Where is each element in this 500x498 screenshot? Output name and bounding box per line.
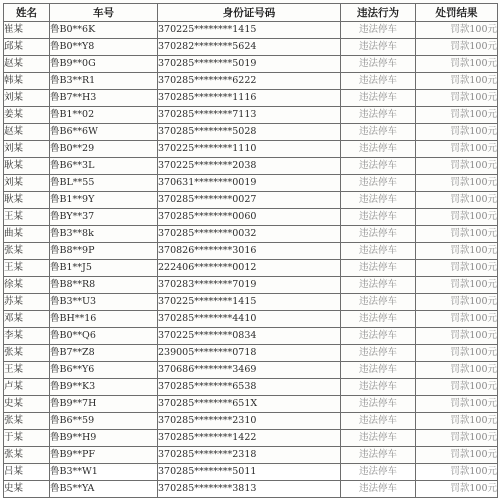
cell-name: 刘某	[4, 90, 50, 107]
cell-plate: 鲁B9**0G	[50, 56, 158, 73]
cell-id-number: 370225********1110	[158, 141, 341, 158]
cell-plate: 鲁B8**R8	[50, 277, 158, 294]
table-row	[4, 209, 498, 226]
cell-plate: 鲁B9**H9	[50, 430, 158, 447]
cell-name: 张某	[4, 447, 50, 464]
cell-violation: 违法停车	[341, 345, 416, 362]
cell-id-number: 370285********2310	[158, 413, 341, 430]
cell-penalty: 罚款100元	[416, 90, 498, 107]
cell-name: 于某	[4, 430, 50, 447]
cell-name: 王某	[4, 260, 50, 277]
table-row	[4, 73, 498, 90]
table-row	[4, 379, 498, 396]
cell-id-number: 370285********6538	[158, 379, 341, 396]
cell-penalty: 罚款100元	[416, 39, 498, 56]
cell-penalty: 罚款100元	[416, 192, 498, 209]
cell-id-number: 370225********0834	[158, 328, 341, 345]
cell-penalty: 罚款100元	[416, 464, 498, 481]
cell-violation: 违法停车	[341, 39, 416, 56]
cell-penalty: 罚款100元	[416, 175, 498, 192]
cell-penalty: 罚款100元	[416, 22, 498, 39]
cell-id-number: 370285********6222	[158, 73, 341, 90]
cell-plate: 鲁B3**8k	[50, 226, 158, 243]
cell-penalty: 罚款100元	[416, 209, 498, 226]
table-row	[4, 192, 498, 209]
cell-id-number: 370285********7113	[158, 107, 341, 124]
cell-plate: 鲁B8**9P	[50, 243, 158, 260]
cell-violation: 违法停车	[341, 56, 416, 73]
cell-violation: 违法停车	[341, 141, 416, 158]
table-row	[4, 56, 498, 73]
cell-penalty: 罚款100元	[416, 56, 498, 73]
table-row	[4, 277, 498, 294]
cell-penalty: 罚款100元	[416, 226, 498, 243]
table-row	[4, 39, 498, 56]
cell-violation: 违法停车	[341, 73, 416, 90]
table-row	[4, 294, 498, 311]
cell-penalty: 罚款100元	[416, 243, 498, 260]
cell-plate: 鲁B3**W1	[50, 464, 158, 481]
cell-violation: 违法停车	[341, 209, 416, 226]
cell-plate: 鲁B5**YA	[50, 481, 158, 498]
table-row	[4, 158, 498, 175]
cell-name: 耿某	[4, 158, 50, 175]
table-row	[4, 141, 498, 158]
cell-violation: 违法停车	[341, 192, 416, 209]
cell-penalty: 罚款100元	[416, 328, 498, 345]
cell-penalty: 罚款100元	[416, 311, 498, 328]
cell-penalty: 罚款100元	[416, 481, 498, 498]
cell-plate: 鲁B6**6W	[50, 124, 158, 141]
cell-violation: 违法停车	[341, 22, 416, 39]
cell-plate: 鲁B7**Z8	[50, 345, 158, 362]
cell-name: 崔某	[4, 22, 50, 39]
cell-plate: 鲁B7**H3	[50, 90, 158, 107]
cell-name: 史某	[4, 396, 50, 413]
cell-plate: 鲁B6**3L	[50, 158, 158, 175]
cell-plate: 鲁B9**K3	[50, 379, 158, 396]
cell-name: 苏某	[4, 294, 50, 311]
cell-plate: 鲁B0**29	[50, 141, 158, 158]
table-row	[4, 311, 498, 328]
column-header-id-number: 身份证号码	[158, 4, 341, 22]
column-header-plate: 车号	[50, 4, 158, 22]
cell-id-number: 370283********7019	[158, 277, 341, 294]
cell-violation: 违法停车	[341, 430, 416, 447]
cell-id-number: 370225********2038	[158, 158, 341, 175]
cell-id-number: 370826********3016	[158, 243, 341, 260]
cell-plate: 鲁B3**R1	[50, 73, 158, 90]
cell-plate: 鲁B0**Y8	[50, 39, 158, 56]
cell-violation: 违法停车	[341, 413, 416, 430]
cell-plate: 鲁B0**6K	[50, 22, 158, 39]
cell-penalty: 罚款100元	[416, 73, 498, 90]
cell-name: 王某	[4, 362, 50, 379]
cell-id-number: 370285********0032	[158, 226, 341, 243]
table-header-row	[4, 4, 498, 22]
cell-id-number: 370631********0019	[158, 175, 341, 192]
cell-name: 刘某	[4, 141, 50, 158]
table-row	[4, 328, 498, 345]
cell-violation: 违法停车	[341, 311, 416, 328]
violation-table	[3, 3, 498, 498]
cell-name: 邓某	[4, 311, 50, 328]
cell-penalty: 罚款100元	[416, 362, 498, 379]
table-row	[4, 413, 498, 430]
cell-name: 曲某	[4, 226, 50, 243]
column-header-violation: 违法行为	[341, 4, 416, 22]
cell-violation: 违法停车	[341, 243, 416, 260]
cell-name: 赵某	[4, 56, 50, 73]
table-row	[4, 22, 498, 39]
cell-name: 张某	[4, 243, 50, 260]
cell-violation: 违法停车	[341, 90, 416, 107]
table-row	[4, 226, 498, 243]
cell-penalty: 罚款100元	[416, 124, 498, 141]
table-row	[4, 430, 498, 447]
cell-plate: 鲁B3**U3	[50, 294, 158, 311]
table-row	[4, 260, 498, 277]
cell-name: 邱某	[4, 39, 50, 56]
cell-penalty: 罚款100元	[416, 379, 498, 396]
cell-violation: 违法停车	[341, 107, 416, 124]
cell-penalty: 罚款100元	[416, 294, 498, 311]
cell-id-number: 370285********1422	[158, 430, 341, 447]
cell-id-number: 370225********1415	[158, 294, 341, 311]
cell-violation: 违法停车	[341, 464, 416, 481]
table-row	[4, 481, 498, 498]
cell-id-number: 370282********5624	[158, 39, 341, 56]
cell-penalty: 罚款100元	[416, 260, 498, 277]
cell-violation: 违法停车	[341, 175, 416, 192]
table-row	[4, 243, 498, 260]
cell-name: 张某	[4, 413, 50, 430]
cell-penalty: 罚款100元	[416, 447, 498, 464]
cell-penalty: 罚款100元	[416, 141, 498, 158]
cell-id-number: 370285********5011	[158, 464, 341, 481]
cell-plate: 鲁B6**59	[50, 413, 158, 430]
cell-id-number: 239005********0718	[158, 345, 341, 362]
cell-plate: 鲁B0**Q6	[50, 328, 158, 345]
table-row	[4, 464, 498, 481]
cell-plate: 鲁B6**Y6	[50, 362, 158, 379]
cell-penalty: 罚款100元	[416, 396, 498, 413]
column-header-penalty: 处罚结果	[416, 4, 498, 22]
cell-id-number: 370285********0027	[158, 192, 341, 209]
cell-plate: 鲁B9**7H	[50, 396, 158, 413]
cell-violation: 违法停车	[341, 396, 416, 413]
cell-penalty: 罚款100元	[416, 413, 498, 430]
cell-name: 史某	[4, 481, 50, 498]
table-row	[4, 175, 498, 192]
table-row	[4, 362, 498, 379]
cell-plate: 鲁B9**PF	[50, 447, 158, 464]
cell-penalty: 罚款100元	[416, 345, 498, 362]
cell-violation: 违法停车	[341, 158, 416, 175]
cell-violation: 违法停车	[341, 277, 416, 294]
cell-name: 赵某	[4, 124, 50, 141]
table-row	[4, 447, 498, 464]
cell-id-number: 370225********1415	[158, 22, 341, 39]
cell-penalty: 罚款100元	[416, 277, 498, 294]
cell-penalty: 罚款100元	[416, 107, 498, 124]
cell-id-number: 370285********3813	[158, 481, 341, 498]
cell-name: 徐某	[4, 277, 50, 294]
cell-plate: 鲁B1**J5	[50, 260, 158, 277]
cell-violation: 违法停车	[341, 328, 416, 345]
cell-name: 王某	[4, 209, 50, 226]
cell-id-number: 222406********0012	[158, 260, 341, 277]
cell-name: 李某	[4, 328, 50, 345]
cell-violation: 违法停车	[341, 226, 416, 243]
cell-name: 刘某	[4, 175, 50, 192]
cell-violation: 违法停车	[341, 124, 416, 141]
table-row	[4, 124, 498, 141]
table-row	[4, 107, 498, 124]
cell-violation: 违法停车	[341, 362, 416, 379]
cell-id-number: 370285********1116	[158, 90, 341, 107]
cell-name: 韩某	[4, 73, 50, 90]
table-row	[4, 90, 498, 107]
table-row	[4, 396, 498, 413]
cell-violation: 违法停车	[341, 447, 416, 464]
cell-id-number: 370285********5028	[158, 124, 341, 141]
cell-id-number: 370285********0060	[158, 209, 341, 226]
cell-name: 耿某	[4, 192, 50, 209]
cell-name: 姜某	[4, 107, 50, 124]
cell-id-number: 370285********2318	[158, 447, 341, 464]
cell-plate: 鲁B1**9Y	[50, 192, 158, 209]
cell-name: 卢某	[4, 379, 50, 396]
cell-id-number: 370285********651X	[158, 396, 341, 413]
column-header-name: 姓名	[4, 4, 50, 22]
cell-plate: 鲁B1**02	[50, 107, 158, 124]
cell-name: 张某	[4, 345, 50, 362]
cell-name: 吕某	[4, 464, 50, 481]
table-row	[4, 345, 498, 362]
cell-id-number: 370285********4410	[158, 311, 341, 328]
cell-plate: 鲁BH**16	[50, 311, 158, 328]
cell-id-number: 370686********3469	[158, 362, 341, 379]
cell-penalty: 罚款100元	[416, 158, 498, 175]
cell-plate: 鲁BY**37	[50, 209, 158, 226]
cell-penalty: 罚款100元	[416, 430, 498, 447]
cell-violation: 违法停车	[341, 294, 416, 311]
table-body	[4, 22, 498, 498]
cell-violation: 违法停车	[341, 481, 416, 498]
cell-id-number: 370285********5019	[158, 56, 341, 73]
cell-violation: 违法停车	[341, 379, 416, 396]
cell-violation: 违法停车	[341, 260, 416, 277]
cell-plate: 鲁BL**55	[50, 175, 158, 192]
